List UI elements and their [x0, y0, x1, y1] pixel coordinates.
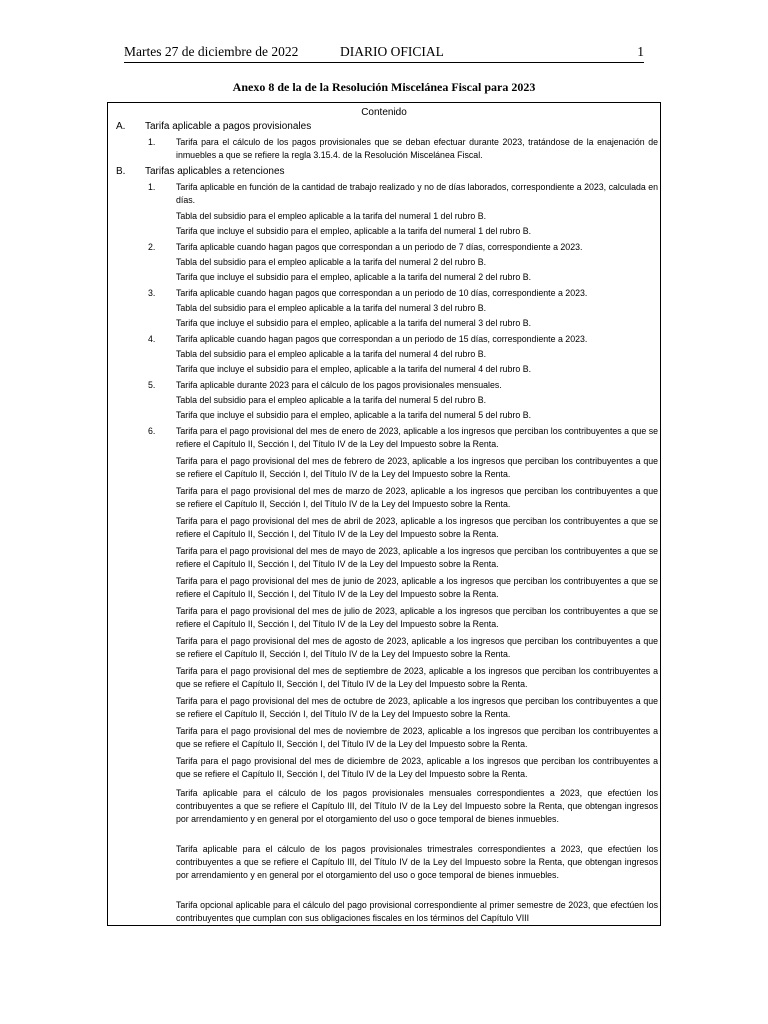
sub-item: Tabla del subsidio para el empleo aplicable a la tarifa del numeral 5 del rubro B. — [176, 395, 487, 405]
header-page-number: 1 — [637, 44, 644, 59]
sub-item: Tarifa para el pago provisional del mes de septiembre de 2023, aplicable a los ingresos que perciban los contribuyentes a que se refiere el Capítulo II, Sección I, del Título IV de la Ley del Impuesto sobre la Renta. — [176, 666, 658, 689]
table-of-contents — [107, 102, 661, 926]
sub-item: Tarifa para el pago provisional del mes de abril de 2023, aplicable a los ingresos que perciban los contribuyentes a que se refiere el Capítulo II, Sección I, del Título IV de la Ley del Impuesto sobre la Renta. — [176, 516, 658, 539]
list-item — [148, 241, 658, 254]
sub-item: Tarifa que incluye el subsidio para el empleo, aplicable a la tarifa del numeral 5 del rubro B. — [176, 410, 532, 420]
header-date: Martes 27 de diciembre de 2022 — [124, 44, 299, 59]
sub-item: Tarifa para el pago provisional del mes de octubre de 2023, aplicable a los ingresos que perciban los contribuyentes a que se refiere el Capítulo II, Sección I, del Título IV de la Ley del Impuesto sobre la Renta. — [176, 696, 658, 719]
item-number: 4. — [148, 334, 156, 344]
sub-item: Tabla del subsidio para el empleo aplicable a la tarifa del numeral 4 del rubro B. — [176, 349, 487, 359]
header-journal-name: DIARIO OFICIAL — [340, 44, 444, 59]
toc-heading: Contenido — [361, 107, 407, 118]
item-text: Tarifa para el cálculo de los pagos provisionales que se deban efectuar durante 2023, tratándose de la enajenación de inmuebles a que se refiere la regla 3.15.4. de la Resolución Miscelánea Fiscal. — [176, 137, 658, 160]
sub-item: Tarifa para el pago provisional del mes de noviembre de 2023, aplicable a los ingresos que perciban los contribuyentes a que se refiere el Capítulo II, Sección I, del Título IV de la Ley del Impuesto sobre la Renta. — [176, 726, 658, 749]
item-number: 1. — [148, 182, 156, 192]
sub-item: Tarifa para el pago provisional del mes de marzo de 2023, aplicable a los ingresos que perciban los contribuyentes a que se refiere el Capítulo II, Sección I, del Título IV de la Ley del Impuesto sobre la Renta. — [176, 486, 658, 509]
sub-item: Tabla del subsidio para el empleo aplicable a la tarifa del numeral 1 del rubro B. — [176, 211, 487, 221]
item-number: 3. — [148, 288, 156, 298]
item-text: Tarifa aplicable cuando hagan pagos que correspondan a un periodo de 10 días, correspondiente a 2023. — [176, 288, 588, 298]
list-item — [148, 379, 658, 392]
section-title: Tarifas aplicables a retenciones — [145, 166, 285, 177]
sub-item: Tarifa para el pago provisional del mes de mayo de 2023, aplicable a los ingresos que perciban los contribuyentes a que se refiere el Capítulo II, Sección I, del Título IV de la Ley del Impuesto sobre la Renta. — [176, 546, 658, 569]
item-text: Tarifa aplicable cuando hagan pagos que correspondan a un periodo de 15 días, correspondiente a 2023. — [176, 334, 588, 344]
list-item — [148, 333, 658, 346]
item-text: Tarifa aplicable en función de la cantidad de trabajo realizado y no de días laborados, correspondiente a 2023, calculada en días. — [176, 182, 658, 205]
item-text: Tarifa para el pago provisional del mes de enero de 2023, aplicable a los ingresos que perciban los contribuyentes a que se refiere el Capítulo II, Sección I, del Título IV de la Ley del Impuesto sobre la Renta. — [176, 426, 658, 449]
sub-item: Tarifa que incluye el subsidio para el empleo, aplicable a la tarifa del numeral 3 del rubro B. — [176, 318, 532, 328]
item-number: 5. — [148, 380, 156, 390]
sub-item: Tarifa aplicable para el cálculo de los pagos provisionales mensuales correspondientes a 2023, que efectúen los contribuyentes a que se refiere el Capítulo III, del Título IV de la Ley del Impuesto sobre la Renta, que obtengan ingresos por arrendamiento y en general por el otorgamiento del uso o goce temporal de bienes inmuebles. — [176, 788, 658, 824]
section-title: Tarifa aplicable a pagos provisionales — [145, 121, 312, 132]
sub-item: Tarifa para el pago provisional del mes de julio de 2023, aplicable a los ingresos que perciban los contribuyentes a que se refiere el Capítulo II, Sección I, del Título IV de la Ley del Impuesto sobre la Renta. — [176, 606, 658, 629]
sub-item: Tarifa que incluye el subsidio para el empleo, aplicable a la tarifa del numeral 2 del rubro B. — [176, 272, 532, 282]
page-header — [124, 42, 644, 63]
item-number: 1. — [148, 137, 156, 147]
section-letter: A. — [116, 121, 126, 132]
sub-item: Tarifa para el pago provisional del mes de diciembre de 2023, aplicable a los ingresos que perciban los contribuyentes a que se refiere el Capítulo II, Sección I, del Título IV de la Ley del Impuesto sobre la Renta. — [176, 756, 658, 779]
item-text: Tarifa aplicable durante 2023 para el cálculo de los pagos provisionales mensuales. — [176, 380, 502, 390]
sub-item: Tarifa para el pago provisional del mes de junio de 2023, aplicable a los ingresos que perciban los contribuyentes a que se refiere el Capítulo II, Sección I, del Título IV de la Ley del Impuesto sobre la Renta. — [176, 576, 658, 599]
sub-item: Tarifa que incluye el subsidio para el empleo, aplicable a la tarifa del numeral 4 del rubro B. — [176, 364, 532, 374]
document-title: Anexo 8 de la de la Resolución Miscelánea Fiscal para 2023 — [232, 80, 536, 94]
section-letter: B. — [116, 166, 126, 177]
list-item — [148, 425, 658, 451]
sub-item: Tarifa aplicable para el cálculo de los pagos provisionales trimestrales correspondientes a 2023, que efectúen los contribuyentes a que se refiere el Capítulo III, del Título IV de la Ley del Impuesto sobre la Renta, que obtengan ingresos por arrendamiento y en general por el otorgamiento del uso o goce temporal de bienes inmuebles. — [176, 844, 658, 880]
item-text: Tarifa aplicable cuando hagan pagos que correspondan a un periodo de 7 días, correspondiente a 2023. — [176, 242, 583, 252]
item-number: 2. — [148, 242, 156, 252]
item-number: 6. — [148, 426, 156, 436]
list-item — [148, 181, 658, 207]
sub-item: Tabla del subsidio para el empleo aplicable a la tarifa del numeral 2 del rubro B. — [176, 257, 487, 267]
list-item — [148, 287, 658, 300]
sub-item: Tarifa opcional aplicable para el cálculo del pago provisional correspondiente al primer semestre de 2023, que efectúen los contribuyentes que cumplan con sus obligaciones fiscales en los términos del Capítulo VIII — [176, 900, 658, 923]
list-item — [148, 136, 658, 162]
sub-item: Tabla del subsidio para el empleo aplicable a la tarifa del numeral 3 del rubro B. — [176, 303, 487, 313]
sub-item: Tarifa para el pago provisional del mes de febrero de 2023, aplicable a los ingresos que perciban los contribuyentes a que se refiere el Capítulo II, Sección I, del Título IV de la Ley del Impuesto sobre la Renta. — [176, 456, 658, 479]
sub-item: Tarifa que incluye el subsidio para el empleo, aplicable a la tarifa del numeral 1 del rubro B. — [176, 226, 532, 236]
sub-item: Tarifa para el pago provisional del mes de agosto de 2023, aplicable a los ingresos que perciban los contribuyentes a que se refiere el Capítulo II, Sección I, del Título IV de la Ley del Impuesto sobre la Renta. — [176, 636, 658, 659]
